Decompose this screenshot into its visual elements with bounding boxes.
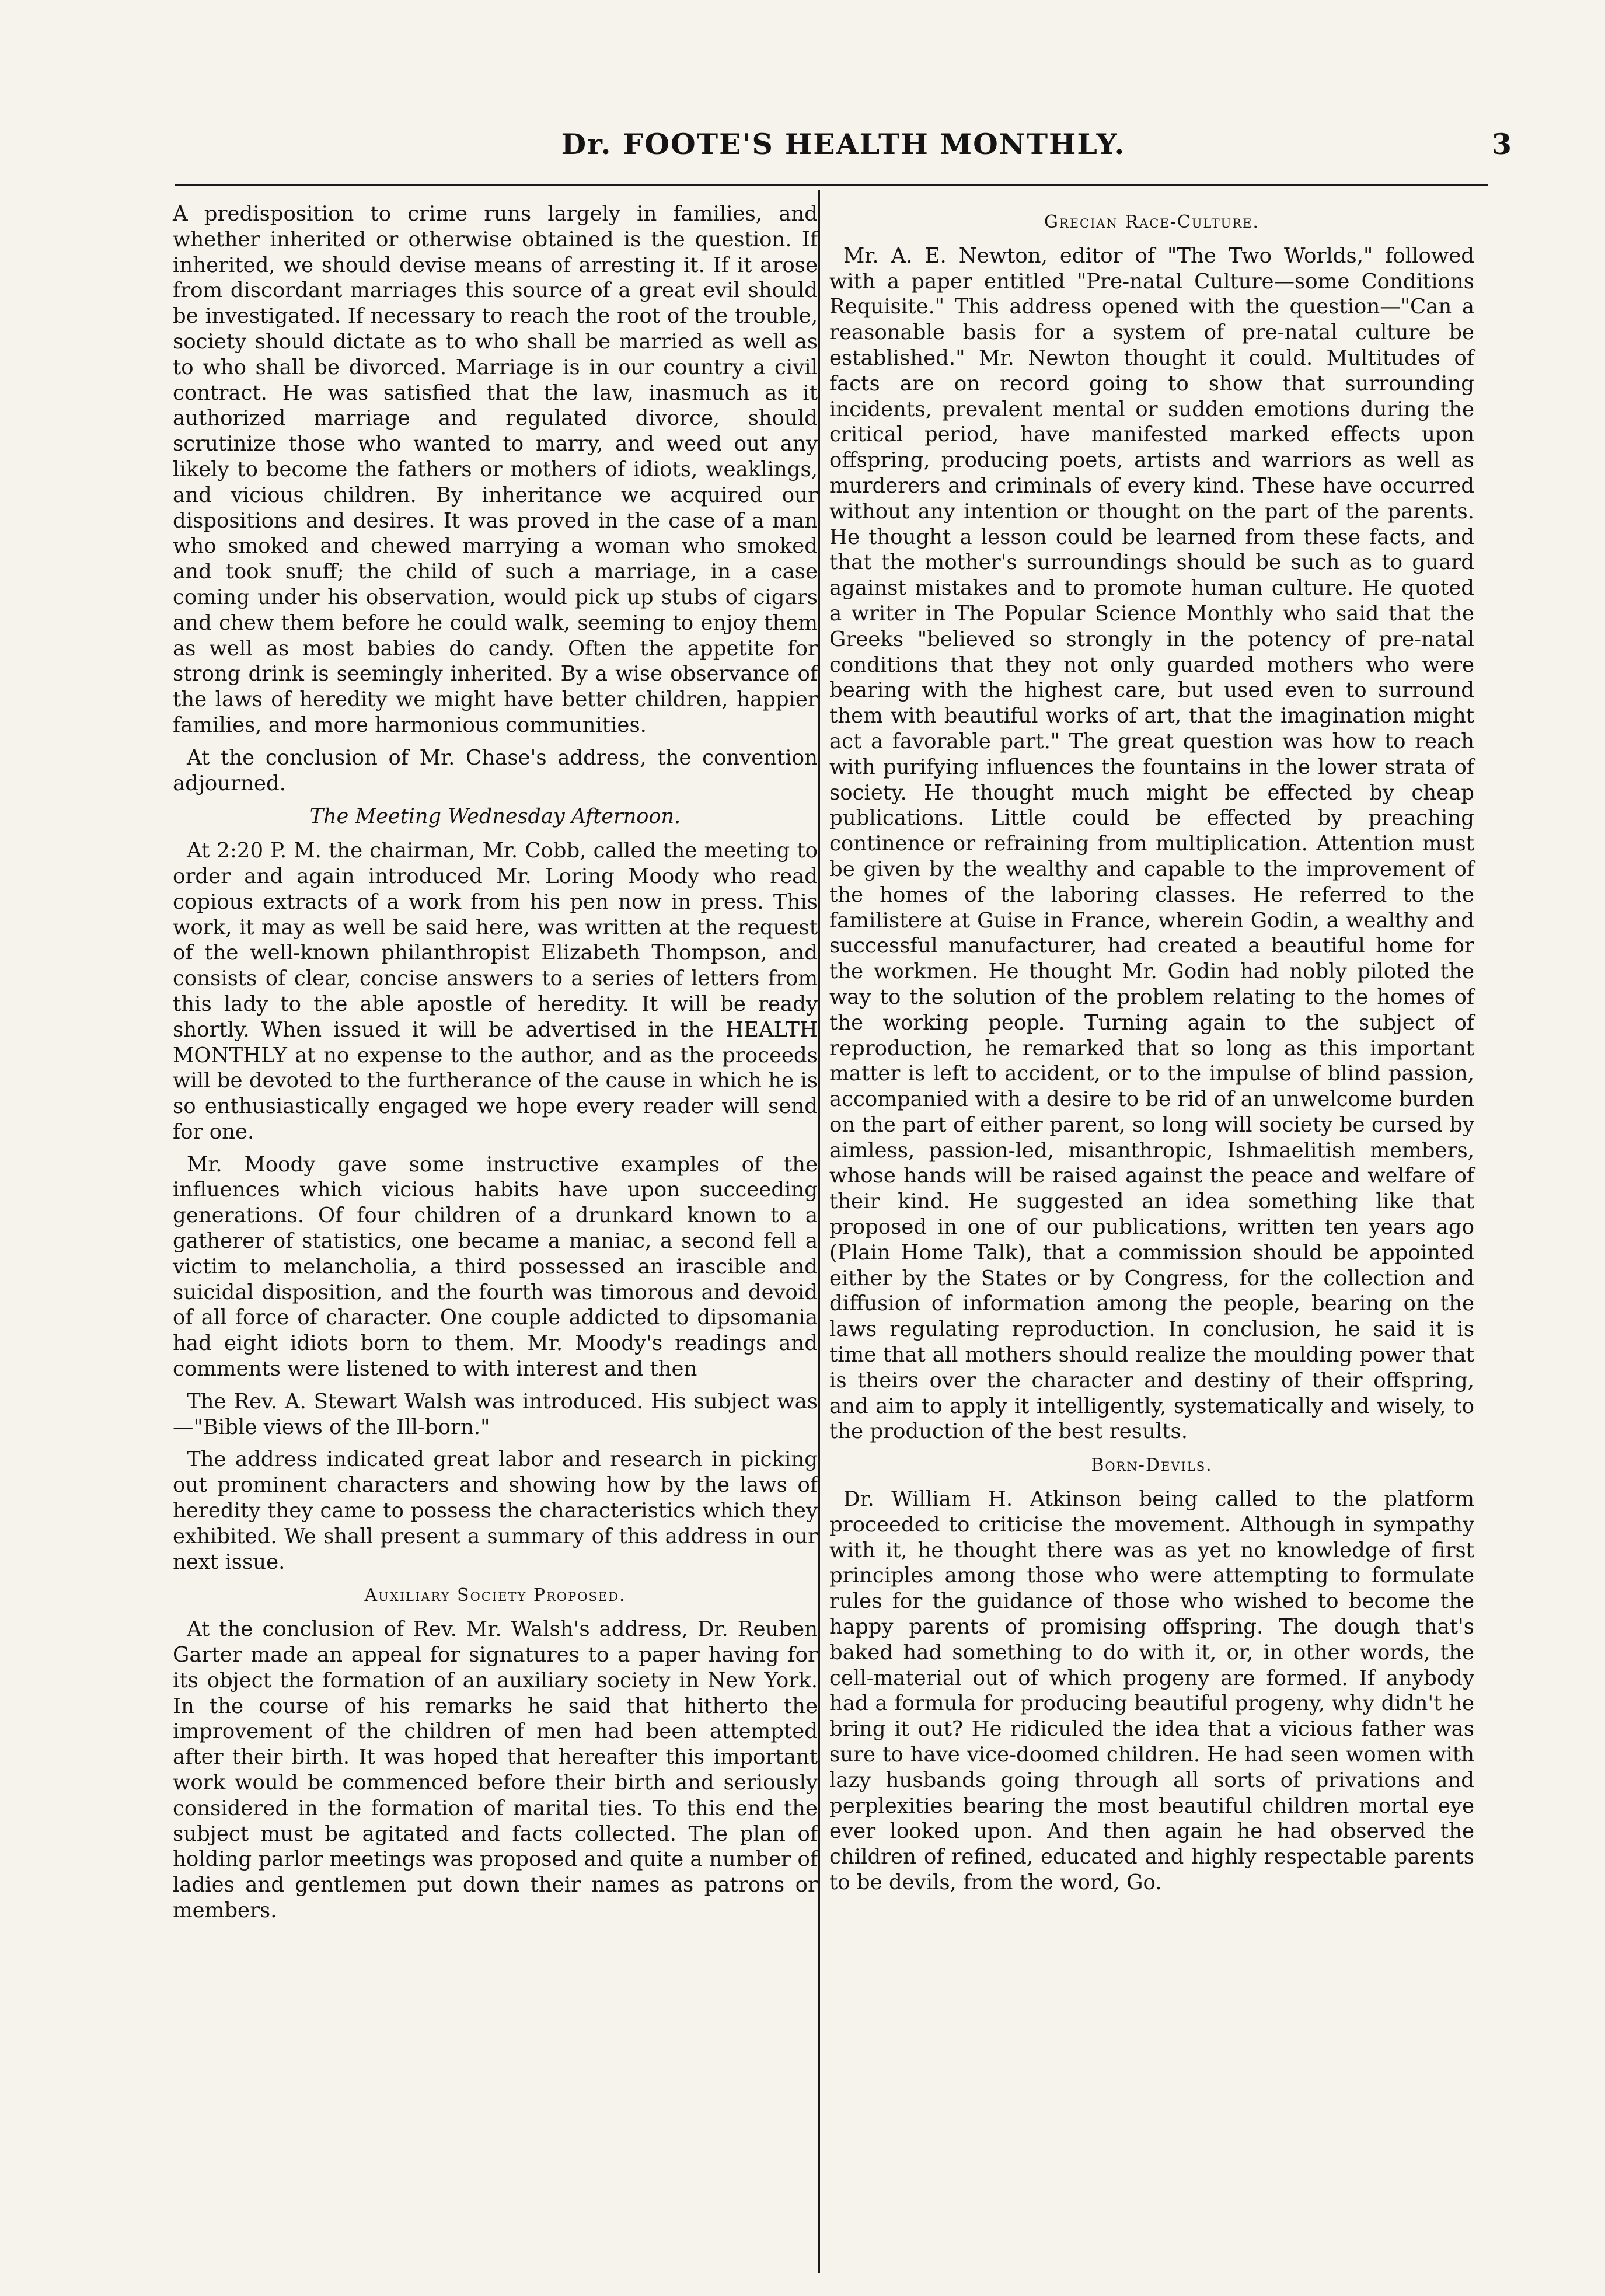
paragraph: At the conclusion of Rev. Mr. Walsh's address, Dr. Reuben Garter made an appeal for signatures to a paper having for its object the formation of an auxiliary society in New York. In the course of his remarks he said that hitherto the improvement of the children of men had been attempted after their birth. It was hoped that hereafter this important work would be commenced before their birth and seriously considered in the formation of marital ties. To this end the subject must be agitated and facts collected. The plan of holding parlor meetings was proposed and quite a number of ladies and gentlemen put down their names as patrons or members. xyxy=(173,1617,818,1922)
section-heading: Auxiliary Society Proposed. xyxy=(364,1585,626,1606)
paragraph: Dr. William H. Atkinson being called to the platform proceeded to criticise the movement. Although in sympathy with it, he thought there was as yet no knowledge of first principles among those who were attempting to formulate rules for the guidance of those who wished to become the happy parents of promising offspring. The dough that's baked had something to do with it, or, in other words, the cell-material out of which progeny are formed. If anybody had a formula for producing beautiful progeny, why didn't he bring it out? He ridiculed the idea that a vicious father was sure to have vice-doomed children. He had seen women with lazy husbands going through all sorts of privations and perplexities bearing the most beautiful children mortal eye ever looked upon. And then again he had observed the children of refined, educated and highly respectable parents to be devils, from the word, Go. xyxy=(829,1487,1474,1894)
page-header xyxy=(175,117,1512,169)
paragraph: The address indicated great labor and research in picking out prominent characters and showing how by the laws of heredity they came to possess the characteristics which they exhibited. We shall present a summary of this address in our next issue. xyxy=(173,1447,818,1574)
paragraph: Mr. Moody gave some instructive examples of the influences which vicious habits have upon succeeding generations. Of four children of a drunkard known to a gatherer of statistics, one became a maniac, a second fell a victim to melancholia, a third possessed an irascible and suicidal disposition, and the fourth was timorous and devoid of all force of character. One couple addicted to dipsomania had eight idiots born to them. Mr. Moody's readings and comments were listened to with interest and then xyxy=(173,1152,818,1381)
paragraph: A predisposition to crime runs largely in families, and whether inherited or otherwise obtained is the question. If inherited, we should devise means of arresting it. If it arose from discordant marriages this source of a great evil should be investigated. If necessary to reach the root of the trouble, society should dictate as to who shall be married as well as to who shall be divorced. Marriage is in our country a civil contract. He was satisfied that the law, inasmuch as it authorized marriage and regulated divorce, should scrutinize those who wanted to marry, and weed out any likely to become the fathers or mothers of idiots, weaklings, and vicious children. By inheritance we acquired our dispositions and desires. It was proved in the case of a man who smoked and chewed marrying a woman who smoked and took snuff; the child of such a marriage, in a case coming under his observation, would pick up stubs of cigars and chew them before he could walk, seeming to enjoy them as well as most babies do candy. Often the appetite for strong drink is seemingly inherited. By a wise observance of the laws of heredity we might have better children, happier families, and more harmonious communities. xyxy=(173,202,818,737)
section-heading: Born-Devils. xyxy=(1091,1455,1213,1476)
left-column xyxy=(173,201,818,1931)
section-heading: Grecian Race-Culture. xyxy=(1044,212,1260,232)
paragraph: At the conclusion of Mr. Chase's address, the convention adjourned. xyxy=(173,745,818,795)
paragraph: At 2:20 P. M. the chairman, Mr. Cobb, called the meeting to order and again introduced Mr. Loring Moody who read copious extracts of a work from his pen now in press. This work, it may as well be said here, was written at the request of the well-known philanthropist Elizabeth Thompson, and consists of clear, concise answers to a series of letters from this lady to the able apostle of heredity. It will be ready shortly. When issued it will be advertised in the HEALTH MONTHLY at no expense to the author, and as the proceeds will be devoted to the furtherance of the cause in which he is so enthusiastically engaged we hope every reader will send for one. xyxy=(173,839,818,1144)
column-divider xyxy=(818,190,820,2273)
paragraph: The Rev. A. Stewart Walsh was introduced. His subject was—"Bible views of the Ill-born." xyxy=(173,1389,818,1439)
running-title: Dr. FOOTE'S HEALTH MONTHLY. xyxy=(561,127,1126,161)
section-heading: The Meeting Wednesday Afternoon. xyxy=(309,805,681,829)
right-column xyxy=(829,201,1474,1903)
page-number: 3 xyxy=(1491,127,1512,161)
header-rule xyxy=(175,184,1488,186)
paragraph: Mr. A. E. Newton, editor of "The Two Worlds," followed with a paper entitled "Pre-natal Culture—some Conditions Requisite." This address opened with the question—"Can a reasonable basis for a system of pre-natal culture be established." Mr. Newton thought it could. Multitudes of facts are on record going to show that surrounding incidents, prevalent mental or sudden emotions during the critical period, have manifested marked effects upon offspring, producing poets, artists and warriors as well as murderers and criminals of every kind. These have occurred without any intention or thought on the part of the parents. He thought a lesson could be learned from these facts, and that the mother's surroundings should be such as to guard against mistakes and to promote human culture. He quoted a writer in The Popular Science Monthly who said that the Greeks "believed so strongly in the potency of pre-natal conditions that they not only guarded mothers who were bearing with the highest care, but used even to surround them with beautiful works of art, that the imagination might act a favorable part." The great question was how to reach with purifying influences the fountains in the lower strata of society. He thought much might be effected by cheap publications. Little could be effected by preaching continence or refraining from multiplication. Attention must be given by the wealthy and capable to the improvement of the homes of the laboring classes. He referred to the familistere at Guise in France, wherein Godin, a wealthy and successful manufacturer, had created a beautiful home for the workmen. He thought Mr. Godin had nobly piloted the way to the solution of the problem relating to the homes of the working people. Turning again to the subject of reproduction, he remarked that so long as this important matter is left to accident, or to the impulse of blind passion, accompanied with a desire to be rid of an unwelcome burden on the part of either parent, so long will society be cursed by aimless, passion-led, misanthropic, Ishmaelitish members, whose hands will be raised against the peace and welfare of their kind. He suggested an idea something like that proposed in one of our publications, written ten years ago (Plain Home Talk), that a commission should be appointed either by the States or by Congress, for the collection and diffusion of information among the people, bearing on the laws regulating reproduction. In conclusion, he said it is time that all mothers should realize the moulding power that is theirs over the character and destiny of their offspring, and aim to apply it intelligently, systematically and wisely, to the production of the best results. xyxy=(829,243,1474,1444)
